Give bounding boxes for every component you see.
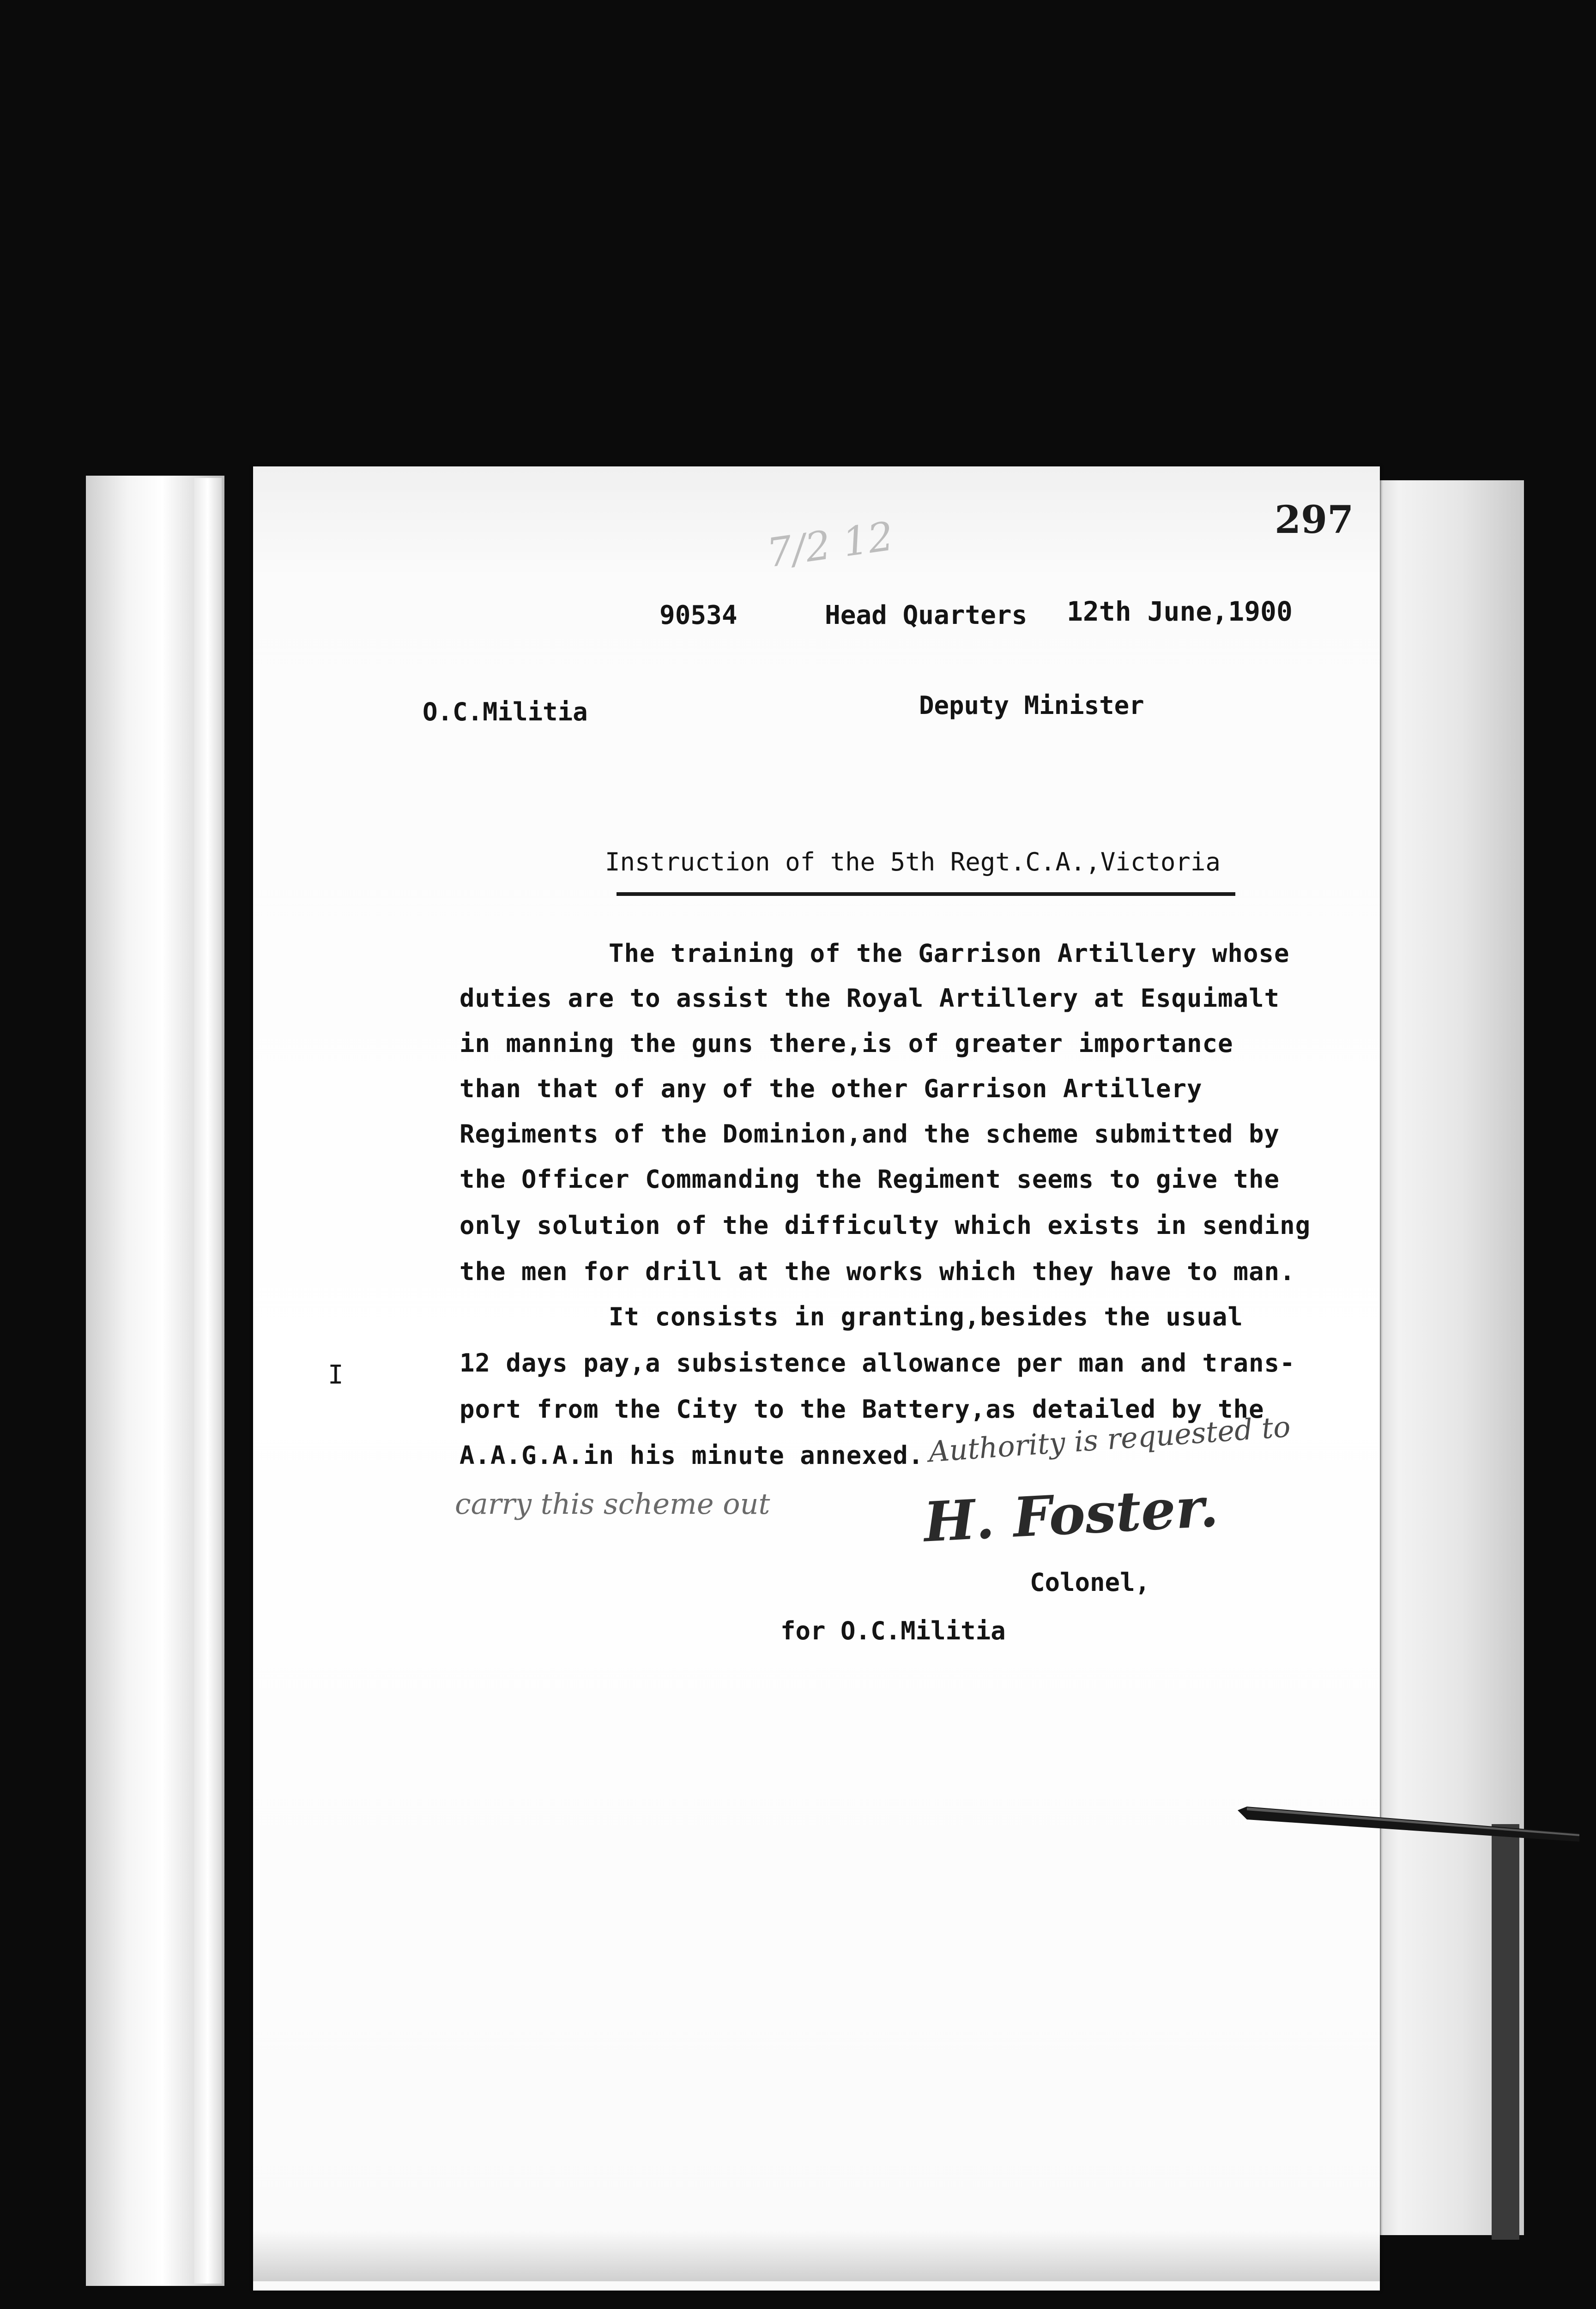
office-heading: Head Quarters: [825, 600, 1028, 630]
recipient: Deputy Minister: [919, 691, 1144, 720]
body-line: It consists in granting,besides the usual: [609, 1302, 1243, 1331]
signatory-rank: Colonel,: [1030, 1568, 1150, 1597]
signatory-for-line: for O.C.Militia: [780, 1616, 1006, 1645]
body-line: duties are to assist the Royal Artillery at Esquimalt: [459, 984, 1280, 1013]
body-line: than that of any of the other Garrison Artillery: [459, 1074, 1203, 1103]
underlying-page-left-edge: [194, 478, 222, 2284]
handwritten-note: carry this scheme out: [455, 1487, 770, 1521]
body-line: 12 days pay,a subsistence allowance per man and trans-: [459, 1348, 1295, 1378]
letter-page: [253, 466, 1380, 2291]
body-line: the men for drill at the works which they have to man.: [459, 1257, 1295, 1286]
page-bottom-shadow: [253, 2230, 1380, 2281]
subject-line: Instruction of the 5th Regt.C.A.,Victoria: [605, 847, 1221, 876]
marginal-mark: I: [328, 1360, 344, 1390]
sender: O.C.Militia: [423, 697, 588, 726]
pencil-mark: 7/2 12: [764, 513, 896, 577]
body-line: in manning the guns there,is of greater importance: [459, 1029, 1233, 1058]
body-line: the Officer Commanding the Regiment seems to give the: [459, 1165, 1280, 1194]
body-line: A.A.G.A.in his minute annexed.: [459, 1441, 924, 1470]
handwritten-note: Authority is requested to: [927, 1409, 1292, 1469]
binding-shadow: [1492, 1824, 1519, 2240]
signature: H. Foster.: [922, 1475, 1220, 1554]
body-line: The training of the Garrison Artillery whose: [609, 939, 1290, 968]
body-line: port from the City to the Battery,as detailed by the: [459, 1395, 1264, 1424]
page-number: 297: [1275, 498, 1354, 542]
body-line: only solution of the difficulty which exists in sending: [459, 1211, 1311, 1240]
body-line: Regiments of the Dominion,and the scheme submitted by: [459, 1119, 1280, 1148]
file-number: 90534: [659, 600, 738, 630]
subject-underline: [617, 892, 1235, 896]
pen-image: [1238, 1801, 1579, 1843]
letter-date: 12th June,1900: [1067, 596, 1293, 627]
